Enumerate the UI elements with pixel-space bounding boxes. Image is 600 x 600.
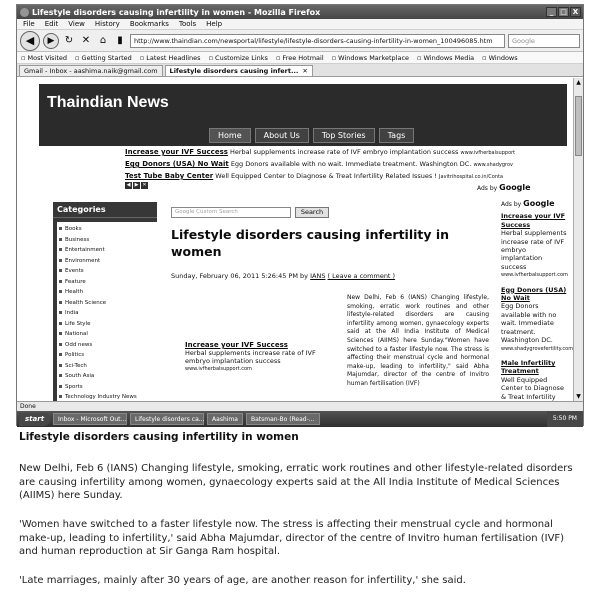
- top-ad[interactable]: [125, 172, 503, 180]
- right-ad-text: Herbal supplements increase rate of IVF embryo implantation success: [501, 229, 567, 271]
- categories-title: Categories: [53, 202, 157, 218]
- category-item[interactable]: Health Science: [57, 300, 157, 311]
- ad-close-icon[interactable]: ✕: [142, 182, 147, 188]
- top-ad-text: Herbal supplements increase rate of IVF embryo implantation success: [229, 148, 459, 156]
- menu-tools[interactable]: Tools: [178, 20, 197, 28]
- category-item[interactable]: Sci-Tech: [57, 363, 157, 374]
- taskbar-item-outlook[interactable]: Inbox - Microsoft Out...: [53, 413, 127, 425]
- status-bar: Done: [17, 401, 583, 411]
- caption-paragraph: 'Late marriages, mainly after 30 years of age, are another reason for infertility,' she said.: [19, 575, 466, 586]
- menu-bar: [17, 19, 583, 30]
- nav-home[interactable]: Home: [209, 128, 251, 143]
- caption-title: Lifestyle disorders causing infertility in women: [19, 431, 299, 443]
- right-ad-text: Well Equipped Center to Diagnose & Treat Infertility: [501, 375, 564, 401]
- bookmark-windows-media[interactable]: ▫ Windows Media: [417, 54, 474, 62]
- categories-list: [57, 222, 157, 402]
- vertical-scrollbar[interactable]: [573, 78, 583, 401]
- menu-file[interactable]: File: [23, 20, 35, 28]
- browser-screenshot: [16, 4, 584, 426]
- article-author-link[interactable]: IANS: [310, 272, 326, 280]
- firefox-icon: [20, 8, 29, 17]
- top-ad[interactable]: [125, 148, 515, 156]
- inline-ad-url[interactable]: www.ivfherbalsupport.com: [185, 366, 252, 372]
- bookmark-windows-marketplace[interactable]: ▫ Windows Marketplace: [332, 54, 409, 62]
- top-ad-text: Egg Donors available with no wait. Immediate treatment. Washington DC.: [230, 160, 472, 168]
- category-item[interactable]: Odd news: [57, 342, 157, 353]
- prev-arrow-icon[interactable]: ◀: [126, 182, 131, 188]
- category-item[interactable]: Entertainment: [57, 247, 157, 258]
- reload-icon[interactable]: ↻: [64, 34, 74, 46]
- right-ad-url[interactable]: www.shadygrovefertility.com: [501, 345, 574, 352]
- categories-sidebar: [53, 202, 157, 402]
- window-title: Lifestyle disorders causing infertility in women - Mozilla Firefox: [32, 7, 321, 17]
- category-item[interactable]: Environment: [57, 258, 157, 269]
- system-clock: 5:50 PM: [547, 411, 583, 427]
- nav-about-us[interactable]: About Us: [255, 128, 309, 143]
- scrollbar-thumb[interactable]: [575, 96, 582, 156]
- article-title: Lifestyle disorders causing infertility in women: [171, 227, 450, 259]
- maximize-button[interactable]: □: [558, 7, 569, 17]
- forward-arrow-icon[interactable]: ▶: [43, 33, 59, 49]
- right-ad[interactable]: [501, 285, 574, 353]
- nav-top-stories[interactable]: Top Stories: [313, 128, 375, 143]
- ads-by-google[interactable]: [477, 183, 531, 192]
- category-item[interactable]: Politics: [57, 352, 157, 363]
- window-titlebar: [17, 5, 583, 19]
- bookmark-latest-headlines[interactable]: ▫ Latest Headlines: [140, 54, 201, 62]
- top-ad[interactable]: [125, 160, 513, 168]
- right-ad-text: Egg Donors available with no wait. Immediate treatment. Washington DC.: [501, 302, 557, 345]
- close-window-button[interactable]: X: [570, 7, 581, 17]
- bookmark-windows[interactable]: ▫ Windows: [482, 54, 518, 62]
- back-arrow-icon[interactable]: ◀: [20, 31, 40, 51]
- category-item[interactable]: National: [57, 331, 157, 342]
- caption-paragraph: New Delhi, Feb 6 (IANS) Changing lifestyle, smoking, erratic work routines and other lifestyle-related disorders are causing infertility among women, gynaecology experts said at the All India Institute of Medical Sciences (AIIMS) here Sunday.: [19, 463, 573, 501]
- bookmark-customize-links[interactable]: ▫ Customize Links: [209, 54, 268, 62]
- next-arrow-icon[interactable]: ▶: [134, 182, 139, 188]
- right-ad[interactable]: [501, 212, 569, 279]
- article-body: New Delhi, Feb 6 (IANS) Changing lifestyle, smoking, erratic work routines and other lifestyle-related disorders are causing infertility among women, gynaecology experts said at the All India Institute of Medical Sciences (AIIMS) here Sunday."Women have switched to a faster lifestyle now. The stress is affecting their menstrual cycle and hormonal make-up, leading to infertility," said Abha Majumdar, director of the centre of Invitro human fertilisation (IVF): [347, 294, 489, 387]
- right-ad-title[interactable]: Increase your IVF Success: [501, 212, 566, 229]
- tab-gmail[interactable]: [19, 65, 163, 76]
- top-ad-title[interactable]: Test Tube Baby Center: [125, 172, 214, 180]
- tab-strip: [17, 64, 583, 77]
- right-ads-column: [501, 199, 574, 424]
- bookmark-getting-started[interactable]: ▫ Getting Started: [75, 54, 132, 62]
- menu-history[interactable]: History: [94, 20, 120, 28]
- bookmark-toolbar-icon[interactable]: ▮: [117, 34, 123, 46]
- category-item[interactable]: Sports: [57, 384, 157, 395]
- minimize-button[interactable]: _: [546, 7, 557, 17]
- category-item[interactable]: South Asia: [57, 373, 157, 384]
- top-ad-url[interactable]: www.shadygrov: [473, 162, 513, 168]
- taskbar-item-firefox[interactable]: Lifestyle disorders ca...: [130, 413, 204, 425]
- tab-label: Lifestyle disorders causing infert...: [169, 67, 299, 75]
- navigation-toolbar: [17, 30, 583, 52]
- taskbar-item-aashima[interactable]: Aashima: [207, 413, 243, 425]
- inline-ad-text: Herbal supplements increase rate of IVF embryo implantation success: [185, 349, 316, 365]
- right-ad-url[interactable]: www.ivfherbalsupport.com: [501, 272, 568, 279]
- menu-view[interactable]: View: [68, 20, 85, 28]
- top-ad-title[interactable]: Egg Donors (USA) No Wait: [125, 160, 229, 168]
- top-ad-text: Well Equipped Center to Diagnose & Treat Infertility Related Issues !: [215, 172, 437, 180]
- right-ad-title[interactable]: Egg Donors (USA) No Wait: [501, 285, 567, 303]
- top-ad-url[interactable]: Javitrihospital.co.in/Conta: [439, 174, 504, 180]
- category-item[interactable]: Life Style: [57, 321, 157, 332]
- scroll-up-icon[interactable]: ▲: [576, 79, 581, 86]
- category-item[interactable]: Books: [57, 226, 157, 237]
- inline-ad[interactable]: [185, 341, 335, 373]
- tab-label: Gmail - Inbox - aashima.naik@gmail.com: [24, 67, 158, 75]
- site-header: [39, 84, 567, 146]
- web-page: [17, 78, 573, 401]
- google-logo: Google: [523, 199, 555, 208]
- stop-icon[interactable]: ✕: [81, 34, 91, 46]
- inline-ad-title[interactable]: Increase your IVF Success: [185, 341, 288, 349]
- site-search-input[interactable]: Google Custom Search: [171, 207, 291, 218]
- menu-bookmarks[interactable]: Bookmarks: [129, 20, 169, 28]
- taskbar-item-document[interactable]: Batsman-Bo (Read-...: [246, 413, 320, 425]
- address-bar[interactable]: http://www.thaindian.com/newsportal/lifestyle/lifestyle-disorders-causing-infertility-in-women_100496085.htm: [130, 34, 505, 48]
- top-ad-url[interactable]: www.ivfherbalsupport: [460, 150, 516, 156]
- category-item[interactable]: Feature: [57, 279, 157, 290]
- ad-navigation: [125, 182, 148, 189]
- tab-article[interactable]: [165, 65, 313, 76]
- home-icon[interactable]: ⌂: [99, 34, 107, 46]
- ads-by-google-right[interactable]: [501, 200, 569, 209]
- site-nav: [209, 128, 414, 143]
- article-meta: [171, 272, 395, 280]
- start-button[interactable]: start: [19, 413, 50, 426]
- windows-taskbar: [17, 411, 583, 427]
- ads-by-label: Ads by: [501, 201, 522, 208]
- caption-paragraph: 'Women have switched to a faster lifestyle now. The stress is affecting their menstrual cycle and hormonal make-up, leading to infertility,' said Abha Majumdar, director of the centre of Invitro human fertilisation (IVF) and human reproduction at Sir Ganga Ram hospital.: [19, 519, 565, 557]
- category-item[interactable]: Health: [57, 289, 157, 300]
- search-input[interactable]: Google: [508, 34, 580, 48]
- bookmarks-toolbar: [17, 52, 583, 64]
- close-tab-icon[interactable]: ✕: [302, 67, 308, 75]
- leave-comment-link[interactable]: ( Leave a comment ): [327, 272, 396, 280]
- site-logo[interactable]: Thaindian News: [47, 94, 169, 111]
- right-ad-title[interactable]: Male Infertility Treatment: [501, 358, 556, 376]
- category-item[interactable]: India: [57, 310, 157, 321]
- scroll-down-icon[interactable]: ▼: [576, 393, 581, 400]
- article-date: Sunday, February 06, 2011 5:26:45 PM by: [171, 272, 309, 280]
- bookmark-free-hotmail[interactable]: ▫ Free Hotmail: [276, 54, 324, 62]
- bookmark-most-visited[interactable]: ▫ Most Visited: [21, 54, 67, 62]
- top-ad-title[interactable]: Increase your IVF Success: [125, 148, 228, 156]
- site-search-button[interactable]: Search: [295, 207, 329, 218]
- ads-by-label: Ads by: [477, 185, 498, 192]
- menu-help[interactable]: Help: [206, 20, 223, 28]
- nav-tags[interactable]: Tags: [379, 128, 415, 143]
- menu-edit[interactable]: Edit: [44, 20, 59, 28]
- google-logo: Google: [499, 183, 531, 192]
- category-item[interactable]: Technology Industry News: [57, 394, 157, 405]
- category-item[interactable]: Events: [57, 268, 157, 279]
- category-item[interactable]: Business: [57, 237, 157, 248]
